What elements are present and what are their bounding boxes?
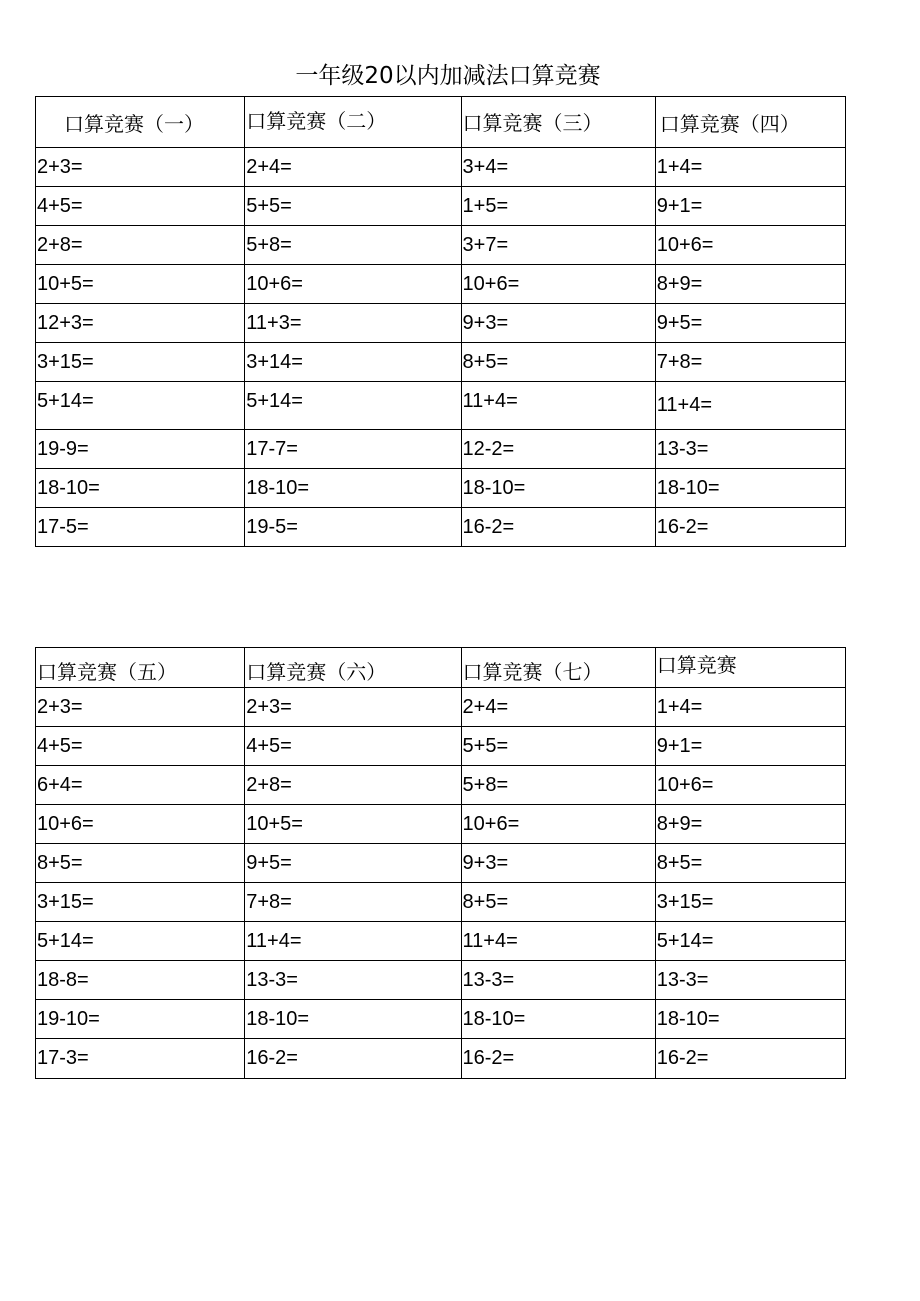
problem-cell: 2+8= bbox=[36, 226, 245, 265]
problem-cell: 2+3= bbox=[245, 688, 461, 727]
problem-cell: 16-2= bbox=[461, 1039, 655, 1079]
table-row bbox=[36, 688, 846, 727]
problem-cell: 5+14= bbox=[655, 922, 845, 961]
problem-cell: 5+14= bbox=[245, 382, 461, 430]
problem-cell: 12+3= bbox=[36, 304, 245, 343]
problem-cell: 18-10= bbox=[36, 469, 245, 508]
problem-cell: 16-2= bbox=[461, 508, 655, 547]
problem-cell: 3+14= bbox=[245, 343, 461, 382]
problem-cell: 3+15= bbox=[655, 883, 845, 922]
problem-cell: 5+5= bbox=[461, 727, 655, 766]
table-row bbox=[36, 1039, 846, 1079]
problem-cell: 1+4= bbox=[655, 148, 845, 187]
table-row bbox=[36, 304, 846, 343]
problem-cell: 10+5= bbox=[245, 805, 461, 844]
problem-cell: 10+6= bbox=[245, 265, 461, 304]
problem-cell: 17-7= bbox=[245, 430, 461, 469]
problem-cell: 3+4= bbox=[461, 148, 655, 187]
table-row bbox=[36, 922, 846, 961]
problem-cell: 11+3= bbox=[245, 304, 461, 343]
table-row bbox=[36, 469, 846, 508]
problem-cell: 6+4= bbox=[36, 766, 245, 805]
table-row bbox=[36, 1000, 846, 1039]
table-row bbox=[36, 844, 846, 883]
problem-cell: 13-3= bbox=[461, 961, 655, 1000]
problem-cell: 9+3= bbox=[461, 844, 655, 883]
problem-cell: 3+15= bbox=[36, 343, 245, 382]
problem-cell: 10+5= bbox=[36, 265, 245, 304]
problem-cell: 18-10= bbox=[461, 1000, 655, 1039]
problem-cell: 4+5= bbox=[36, 187, 245, 226]
problem-cell: 19-10= bbox=[36, 1000, 245, 1039]
problem-cell: 13-3= bbox=[245, 961, 461, 1000]
problem-cell: 17-3= bbox=[36, 1039, 245, 1079]
problem-cell: 3+7= bbox=[461, 226, 655, 265]
problem-cell: 5+8= bbox=[461, 766, 655, 805]
problem-cell: 10+6= bbox=[36, 805, 245, 844]
problem-cell: 18-10= bbox=[245, 469, 461, 508]
problem-cell: 9+1= bbox=[655, 727, 845, 766]
problem-cell: 13-3= bbox=[655, 430, 845, 469]
table-row bbox=[36, 508, 846, 547]
section-header: 口算竞赛（一） bbox=[36, 97, 245, 148]
table-row bbox=[36, 883, 846, 922]
problem-cell: 11+4= bbox=[461, 382, 655, 430]
problem-cell: 8+5= bbox=[655, 844, 845, 883]
header-row bbox=[36, 648, 846, 688]
section-header: 口算竞赛（四） bbox=[655, 97, 845, 148]
problem-cell: 5+5= bbox=[245, 187, 461, 226]
section-header: 口算竞赛（三） bbox=[461, 97, 655, 148]
problem-cell: 13-3= bbox=[655, 961, 845, 1000]
table-row bbox=[36, 727, 846, 766]
table-row bbox=[36, 148, 846, 187]
table-row bbox=[36, 343, 846, 382]
problem-cell: 10+6= bbox=[655, 766, 845, 805]
table-row bbox=[36, 226, 846, 265]
table-row bbox=[36, 961, 846, 1000]
problem-cell: 8+5= bbox=[461, 883, 655, 922]
worksheet-table-2 bbox=[35, 647, 846, 1079]
problem-cell: 8+5= bbox=[36, 844, 245, 883]
problem-cell: 17-5= bbox=[36, 508, 245, 547]
section-header: 口算竞赛 bbox=[655, 648, 845, 688]
problem-cell: 2+8= bbox=[245, 766, 461, 805]
problem-cell: 19-5= bbox=[245, 508, 461, 547]
problem-cell: 4+5= bbox=[36, 727, 245, 766]
problem-cell: 2+3= bbox=[36, 148, 245, 187]
problem-cell: 5+14= bbox=[36, 382, 245, 430]
problem-cell: 10+6= bbox=[461, 805, 655, 844]
table-row bbox=[36, 265, 846, 304]
problem-cell: 9+5= bbox=[655, 304, 845, 343]
worksheet-table-1 bbox=[35, 96, 846, 547]
section-header: 口算竞赛（七） bbox=[461, 648, 655, 688]
problem-cell: 18-10= bbox=[655, 1000, 845, 1039]
problem-cell: 16-2= bbox=[655, 508, 845, 547]
problem-cell: 3+15= bbox=[36, 883, 245, 922]
problem-cell: 2+4= bbox=[461, 688, 655, 727]
problem-cell: 5+8= bbox=[245, 226, 461, 265]
problem-cell: 11+4= bbox=[461, 922, 655, 961]
problem-cell: 2+3= bbox=[36, 688, 245, 727]
section-header: 口算竞赛（五） bbox=[36, 648, 245, 688]
table-row bbox=[36, 430, 846, 469]
problem-cell: 8+5= bbox=[461, 343, 655, 382]
problem-cell: 9+5= bbox=[245, 844, 461, 883]
table-row bbox=[36, 382, 846, 430]
problem-cell: 9+1= bbox=[655, 187, 845, 226]
problem-cell: 1+5= bbox=[461, 187, 655, 226]
page-title: 一年级20以内加减法口算竞赛 bbox=[295, 63, 601, 89]
problem-cell: 10+6= bbox=[461, 265, 655, 304]
problem-cell: 9+3= bbox=[461, 304, 655, 343]
problem-cell: 8+9= bbox=[655, 805, 845, 844]
header-row bbox=[36, 97, 846, 148]
problem-cell: 16-2= bbox=[655, 1039, 845, 1079]
table-row bbox=[36, 805, 846, 844]
problem-cell: 16-2= bbox=[245, 1039, 461, 1079]
section-header: 口算竞赛（六） bbox=[245, 648, 461, 688]
problem-cell: 19-9= bbox=[36, 430, 245, 469]
table-row bbox=[36, 766, 846, 805]
problem-cell: 5+14= bbox=[36, 922, 245, 961]
problem-cell: 18-8= bbox=[36, 961, 245, 1000]
problem-cell: 10+6= bbox=[655, 226, 845, 265]
problem-cell: 18-10= bbox=[461, 469, 655, 508]
problem-cell: 7+8= bbox=[655, 343, 845, 382]
section-header: 口算竞赛（二） bbox=[245, 97, 461, 148]
problem-cell: 18-10= bbox=[245, 1000, 461, 1039]
problem-cell: 7+8= bbox=[245, 883, 461, 922]
problem-cell: 2+4= bbox=[245, 148, 461, 187]
problem-cell: 11+4= bbox=[655, 382, 845, 430]
problem-cell: 4+5= bbox=[245, 727, 461, 766]
table-row bbox=[36, 187, 846, 226]
problem-cell: 11+4= bbox=[245, 922, 461, 961]
problem-cell: 8+9= bbox=[655, 265, 845, 304]
problem-cell: 12-2= bbox=[461, 430, 655, 469]
problem-cell: 1+4= bbox=[655, 688, 845, 727]
problem-cell: 18-10= bbox=[655, 469, 845, 508]
